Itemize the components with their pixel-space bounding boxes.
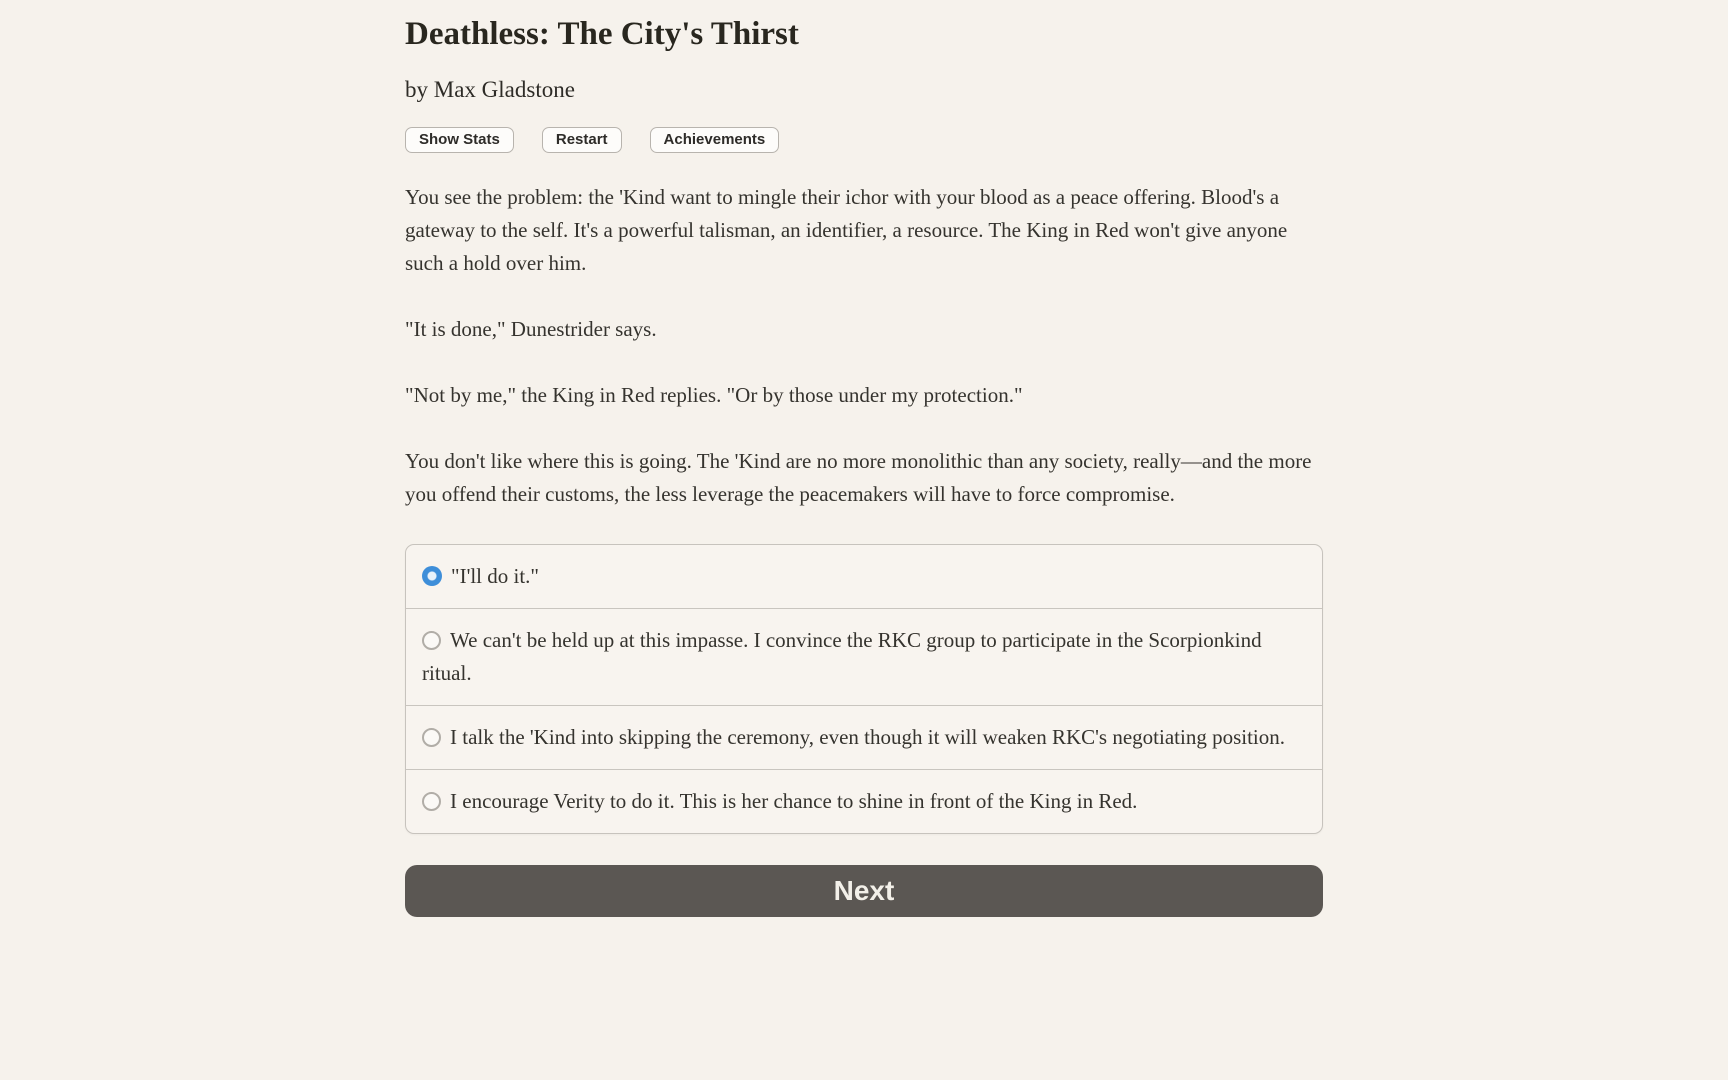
- page-title: Deathless: The City's Thirst: [405, 16, 799, 52]
- choice-option-2[interactable]: [406, 608, 1322, 705]
- choice-option-label: "I'll do it.": [451, 564, 540, 589]
- choice-option-3[interactable]: [406, 705, 1322, 769]
- choice-option-4[interactable]: [406, 769, 1322, 833]
- radio-button-icon[interactable]: [422, 631, 441, 650]
- achievements-button[interactable]: Achievements: [650, 127, 780, 153]
- restart-button[interactable]: Restart: [542, 127, 622, 153]
- story-paragraph: "It is done," Dunestrider says.: [405, 317, 657, 342]
- story-text: [405, 181, 1323, 511]
- radio-button-icon[interactable]: [422, 566, 442, 586]
- author-byline: by Max Gladstone: [405, 77, 575, 103]
- show-stats-button[interactable]: Show Stats: [405, 127, 514, 153]
- choice-list: [405, 544, 1323, 834]
- story-paragraph: "Not by me," the King in Red replies. "Or by those under my protection.": [405, 383, 1023, 408]
- radio-button-icon[interactable]: [422, 792, 441, 811]
- choice-option-1[interactable]: [406, 545, 1322, 608]
- choice-option-label: I talk the 'Kind into skipping the ceremony, even though it will weaken RKC's negotiating position.: [450, 725, 1285, 750]
- choice-option-label: I encourage Verity to do it. This is her chance to shine in front of the King in Red.: [450, 789, 1138, 814]
- radio-button-icon[interactable]: [422, 728, 441, 747]
- story-page: [405, 0, 1323, 917]
- choice-option-label: We can't be held up at this impasse. I convince the RKC group to participate in the Scorpionkind ritual.: [422, 628, 1262, 686]
- story-paragraph: You see the problem: the 'Kind want to mingle their ichor with your blood as a peace offering. Blood's a gateway to the self. It's a powerful talisman, an identifier, a resource. The King in Red won't give anyone such a hold over him.: [405, 185, 1288, 276]
- next-button[interactable]: Next: [405, 865, 1323, 917]
- toolbar: [405, 127, 1323, 153]
- story-paragraph: You don't like where this is going. The 'Kind are no more monolithic than any society, really—and the more you offend their customs, the less leverage the peacemakers will have to force compromise.: [405, 449, 1312, 507]
